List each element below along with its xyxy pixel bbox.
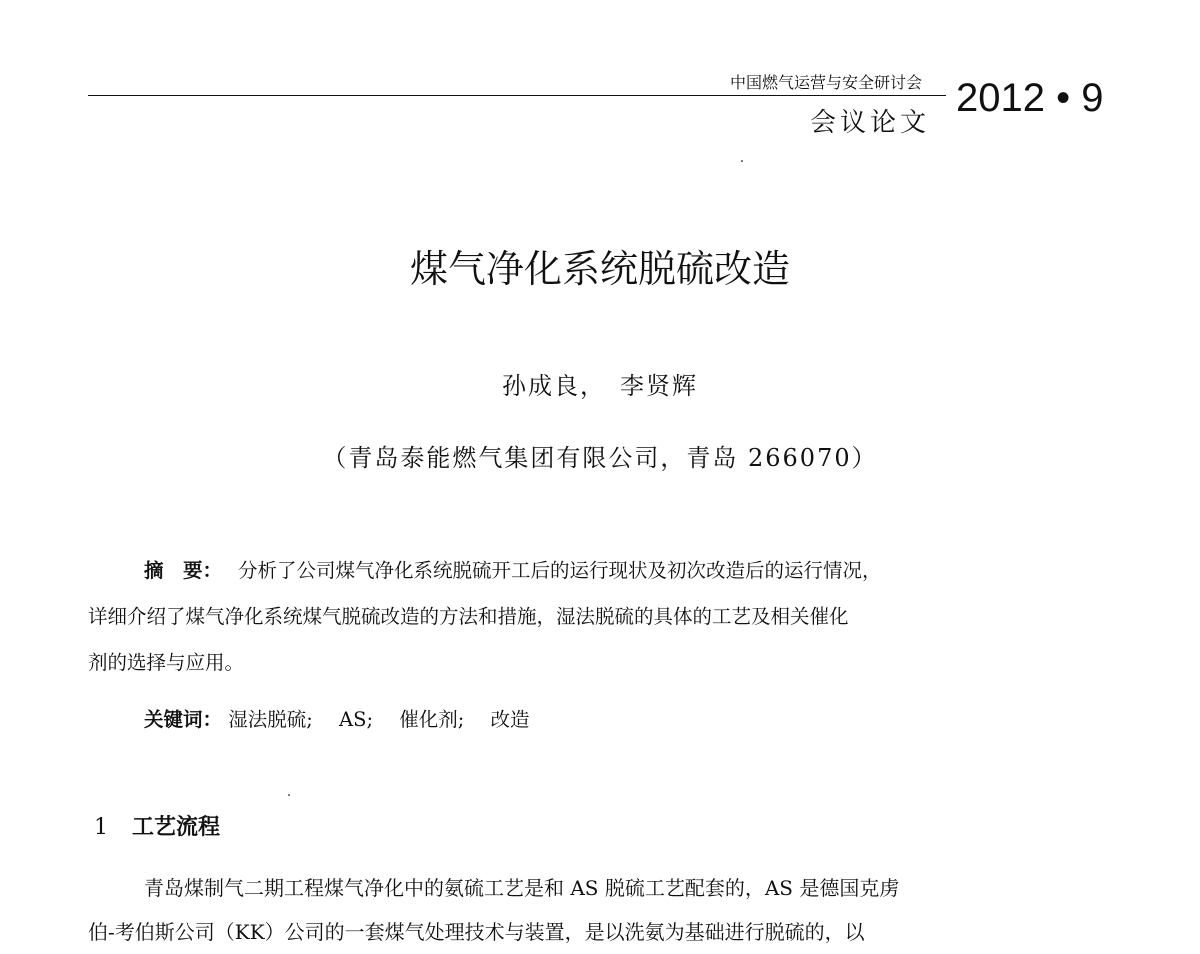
conference-name: 中国燃气运营与安全研讨会 bbox=[729, 73, 922, 92]
section-heading bbox=[94, 810, 220, 841]
keyword: AS; bbox=[339, 708, 374, 731]
abstract-line: 详细介绍了煤气净化系统煤气脱硫改造的方法和措施，湿法脱硫的具体的工艺及相关催化 bbox=[88, 605, 849, 628]
keyword: 湿法脱硫; bbox=[228, 708, 313, 731]
header-rule bbox=[88, 95, 946, 96]
keywords-label: 关键词： bbox=[144, 708, 223, 731]
keywords bbox=[144, 704, 550, 732]
issue-date: 2012 • 9 bbox=[956, 76, 1104, 120]
section-number: 1 bbox=[94, 815, 108, 840]
scan-speck bbox=[741, 160, 743, 162]
abstract-text: 分析了公司煤气净化系统脱硫开工后的运行现状及初次改造后的运行情况， bbox=[238, 559, 882, 582]
body-line: 伯-考伯斯公司（KK）公司的一套煤气处理技术与装置，是以洗氨为基础进行脱硫的，以 bbox=[88, 920, 865, 944]
authors: 孙成良， 李贤辉 bbox=[502, 372, 698, 400]
keyword: 改造 bbox=[490, 708, 530, 731]
section-title: 工艺流程 bbox=[132, 814, 221, 840]
abstract-label: 摘 要： bbox=[144, 559, 223, 582]
body-paragraph bbox=[88, 866, 1110, 954]
abstract bbox=[88, 548, 1110, 686]
affiliation: （青岛泰能燃气集团有限公司，青岛 266070） bbox=[322, 444, 878, 472]
paper-title: 煤气净化系统脱硫改造 bbox=[409, 247, 790, 291]
paper-type: 会议论文 bbox=[809, 108, 930, 138]
abstract-line bbox=[88, 548, 1110, 594]
scan-speck bbox=[288, 794, 290, 796]
body-line: 青岛煤制气二期工程煤气净化中的氨硫工艺是和 AS 脱硫工艺配套的，AS 是德国克虏 bbox=[144, 876, 900, 900]
abstract-line: 剂的选择与应用。 bbox=[88, 651, 245, 674]
keyword: 催化剂; bbox=[399, 708, 465, 731]
